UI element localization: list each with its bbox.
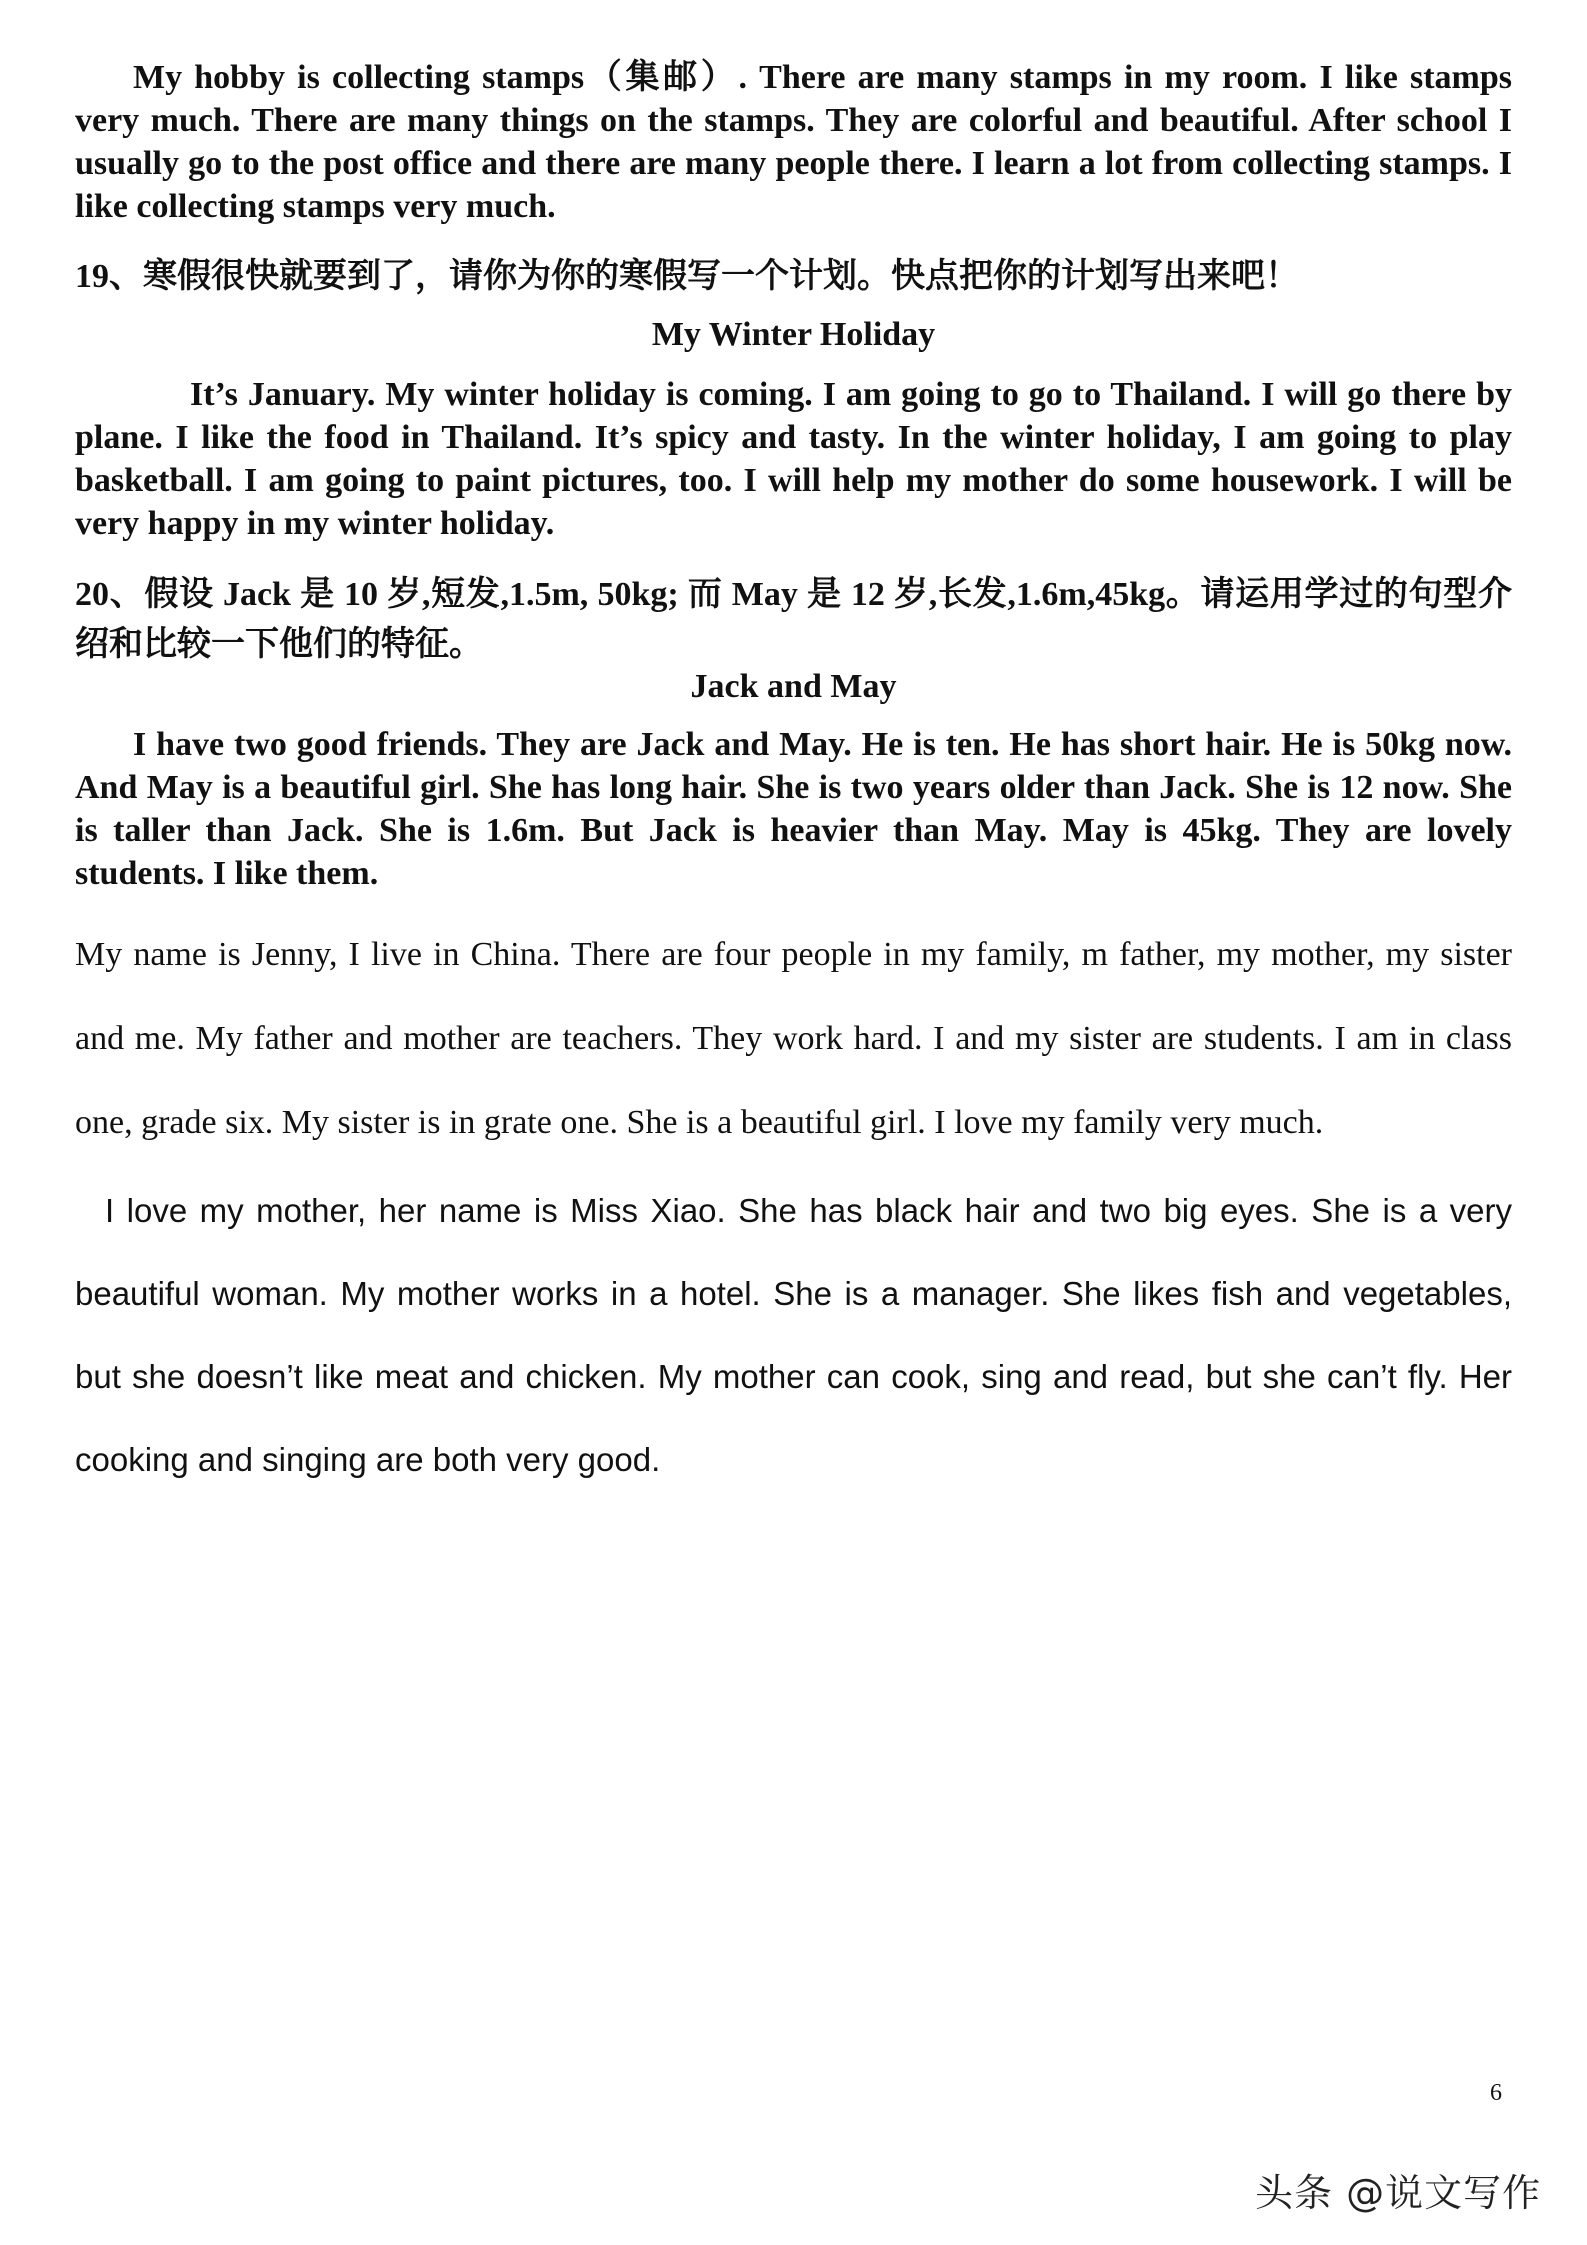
hobby-paragraph: My hobby is collecting stamps（集邮）. There are many stamps in my room. I like stamps very much. There are many things on the stamps. They are colorful and beautiful. After school I usually go to the post office and there are many people there. I learn a lot from collecting stamps. I like collecting stamps very much. (75, 59, 1512, 225)
page-number: 6 (1490, 2080, 1502, 2106)
jack-and-may-title: Jack and May (690, 668, 897, 705)
winter-holiday-paragraph: It’s January. My winter holiday is coming. I am going to go to Thailand. I will go there by plane. I like the food in Thailand. It’s spicy and tasty. In the winter holiday, I am going to play basketball. I am going to paint pictures, too. I will help my mother do some housework. I will be very happy in my winter holiday. (75, 376, 1512, 542)
question-19: 19、寒假很快就要到了，请你为你的寒假写一个计划。快点把你的计划写出来吧！ (75, 258, 1299, 295)
winter-holiday-title: My Winter Holiday (651, 316, 936, 353)
mother-paragraph: I love my mother, her name is Miss Xiao. She has black hair and two big eyes. She is a very beautiful woman. My mother works in a hotel. She is a manager. She likes fish and vegetables, but she doesn’t like meat and chicken. My mother can cook, sing and read, but she can’t fly. Her cooking and singing are both very good. (75, 1192, 1512, 1478)
jenny-family-paragraph: My name is Jenny, I live in China. There are four people in my family, m father, my mother, my sister and me. My father and mother are teachers. They work hard. I and my sister are students. I am in class one, grade six. My sister is in grate one. She is a beautiful girl. I love my family very much. (75, 936, 1512, 1141)
question-20: 20、假设 Jack 是 10 岁,短发,1.5m, 50kg; 而 May 是 12 岁,长发,1.6m,45kg。请运用学过的句型介绍和比较一下他们的特征。 (75, 576, 1512, 663)
jack-and-may-paragraph: I have two good friends. They are Jack and May. He is ten. He has short hair. He is 50kg now. And May is a beautiful girl. She has long hair. She is two years older than Jack. She is 12 now. She is taller than Jack. She is 1.6m. But Jack is heavier than May. May is 45kg. They are lovely students. I like them. (75, 726, 1512, 892)
watermark: 头条 @说文写作 (1255, 2171, 1542, 2215)
